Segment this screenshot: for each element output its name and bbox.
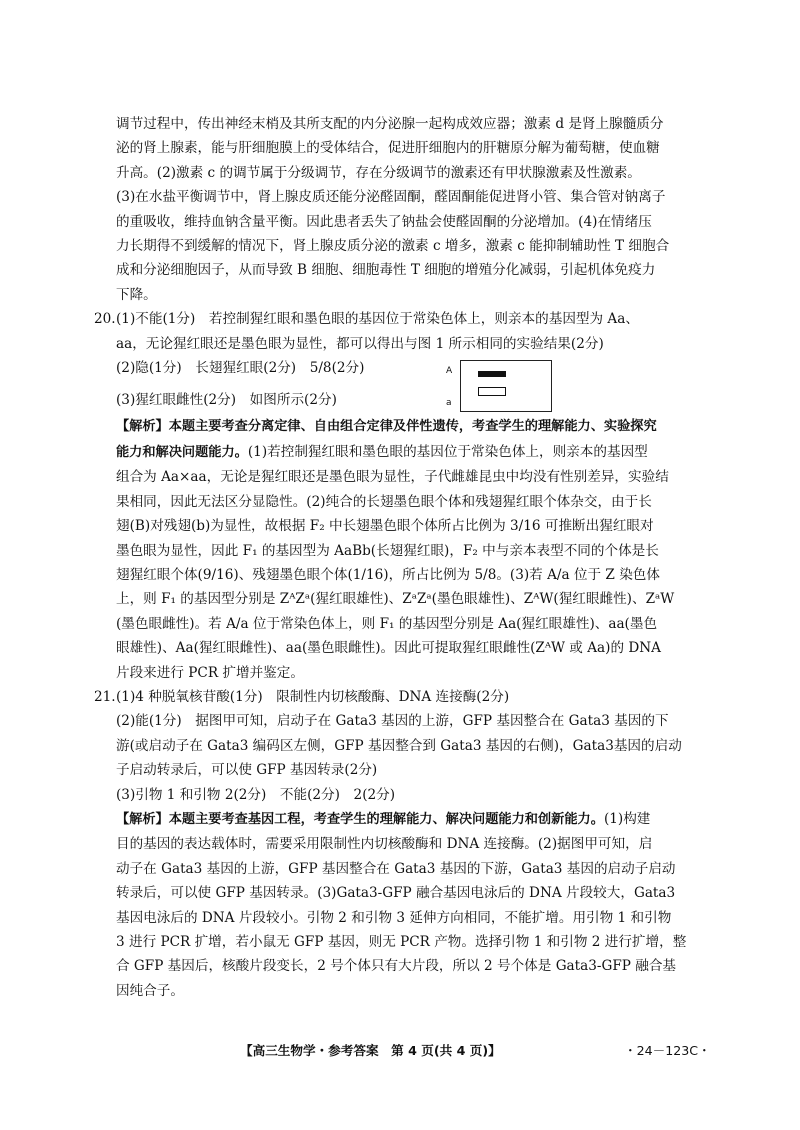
q21-answer-2-line-1: (2)能(1分) 据图甲可知，启动子在 Gata3 基因的上游，GFP 基因整合在 Gata3 基因的下 bbox=[116, 713, 669, 730]
text-line: 泌的肾上腺素，能与肝细胞膜上的受体结合，促进肝细胞内的肝糖原分解为葡萄糖，使血糖 bbox=[116, 140, 660, 157]
analysis-summary: 本题主要考查基因工程，考查学生的理解能力、解决问题能力和创新能力。 bbox=[168, 811, 604, 827]
text-line: 力长期得不到缓解的情况下，肾上腺皮质分泌的激素 c 增多，激素 c 能抑制辅助性 T 细胞合 bbox=[116, 238, 670, 255]
text-line: 调节过程中，传出神经末梢及其所支配的内分泌腺一起构成效应器；激素 d 是肾上腺髓质分 bbox=[116, 116, 664, 132]
page-footer bbox=[0, 1040, 800, 1062]
analysis-line: 眼雄性)、Aa(猩红眼雌性)、aa(墨色眼雌性)。因此可提取猩红眼雌性(ZᴬW 或 Aa)的 DNA bbox=[116, 640, 661, 657]
analysis-line: (1)若控制猩红眼和墨色眼的基因位于常染色体上，则亲本的基因型 bbox=[247, 443, 648, 460]
band-a bbox=[478, 387, 506, 396]
analysis-tag: 【解析】 bbox=[116, 811, 169, 827]
q19-analysis-tail bbox=[94, 112, 708, 307]
electrophoresis-figure bbox=[446, 360, 556, 418]
analysis-line: 果相同，因此无法区分显隐性。(2)纯合的长翅墨色眼个体和残翅猩红眼个体杂交，由于长 bbox=[116, 493, 652, 510]
q20-answer bbox=[94, 307, 708, 685]
analysis-line: 目的基因的表达载体时，需要采用限制性内切核酸酶和 DNA 连接酶。(2)据图甲可知，启 bbox=[116, 836, 653, 853]
answer-content bbox=[94, 112, 708, 1003]
analysis-summary-cont: 能力和解决问题能力。 bbox=[116, 444, 248, 460]
analysis-line: 合 GFP 基因后，核酸片段变长，2 号个体只有大片段，所以 2 号个体是 Gata3-GFP 融合基 bbox=[116, 958, 677, 975]
q21-answer-2-line-3: 子启动转录后，可以使 GFP 基因转录(2分) bbox=[116, 762, 378, 779]
text-line: (3)在水盐平衡调节中，肾上腺皮质还能分泌醛固酮，醛固酮能促进肾小管、集合管对钠离子 bbox=[116, 189, 666, 206]
q20-answer-2: (2)隐(1分) 长翅猩红眼(2分) 5/8(2分) bbox=[116, 360, 365, 377]
analysis-line: (墨色眼雌性)。若 A/a 位于常染色体上，则 F₁ 的基因型分别是 Aa(猩红眼雄性)、aa(墨色 bbox=[116, 615, 658, 632]
analysis-line: 基因电泳后的 DNA 片段较小。引物 2 和引物 3 延伸方向相同，不能扩增。用引物 1 和引物 bbox=[116, 909, 672, 926]
text-line: 下降。 bbox=[116, 286, 157, 303]
q20-answer-1-line-1: (1)不能(1分) 若控制猩红眼和墨色眼的基因位于常染色体上，则亲本的基因型为 Aa、 bbox=[116, 311, 639, 328]
q21-answer-2-line-2: 游(或启动子在 Gata3 编码区左侧，GFP 基因整合到 Gata3 基因的右侧)，Gata3基因的启动 bbox=[116, 737, 682, 754]
q21-answer bbox=[94, 685, 708, 1003]
q20-answer-3: (3)猩红眼雌性(2分) 如图所示(2分) bbox=[116, 392, 337, 409]
analysis-line: 转录后，可以使 GFP 基因转录。(3)Gata3-GFP 融合基因电泳后的 DNA 片段较大，Gata3 bbox=[116, 885, 676, 902]
analysis-line: 3 进行 PCR 扩增，若小鼠无 GFP 基因，则无 PCR 产物。选择引物 1 和引物 2 进行扩增，整 bbox=[116, 934, 687, 950]
footer-code: ・24－123C・ bbox=[624, 1043, 711, 1058]
text-line: 的重吸收，维持血钠含量平衡。因此患者丢失了钠盐会使醛固酮的分泌增加。(4)在情绪压 bbox=[116, 213, 652, 230]
text-line: 升高。(2)激素 c 的调节属于分级调节，存在分级调节的激素还有甲状腺激素及性激素。 bbox=[116, 164, 641, 181]
analysis-tag: 【解析】 bbox=[116, 419, 169, 435]
band-label-A: A bbox=[446, 366, 453, 377]
analysis-line: (1)构建 bbox=[603, 810, 651, 827]
analysis-line: 片段来进行 PCR 扩增并鉴定。 bbox=[116, 664, 304, 681]
question-number: 20. bbox=[94, 311, 116, 328]
analysis-line: 动子在 Gata3 基因的上游，GFP 基因整合在 Gata3 基因的下游，Gata3 基因的启动子启动 bbox=[116, 860, 676, 877]
footer-title: 【高三生物学・参考答案 第 4 页(共 4 页)】 bbox=[240, 1043, 501, 1058]
analysis-summary: 本题主要考查分离定律、自由组合定律及伴性遗传，考查学生的理解能力、实验探究 bbox=[168, 419, 657, 435]
analysis-line: 翅(B)对残翅(b)为显性，故根据 F₂ 中长翅墨色眼个体所占比例为 3/16 可推断出猩红眼对 bbox=[116, 518, 654, 535]
analysis-line: 组合为 Aa×aa，无论是猩红眼还是墨色眼为显性，子代雌雄昆虫中均没有性别差异，实验结 bbox=[116, 469, 669, 486]
q20-answer-1-line-2: aa，无论猩红眼还是墨色眼为显性，都可以得出与图 1 所示相同的实验结果(2分) bbox=[116, 335, 604, 352]
text-line: 成和分泌细胞因子，从而导致 B 细胞、细胞毒性 T 细胞的增殖分化减弱，引起机体免疫力 bbox=[116, 262, 656, 279]
q21-answer-1: (1)4 种脱氧核苷酸(1分) 限制性内切核酸酶、DNA 连接酶(2分) bbox=[116, 688, 510, 705]
band-A bbox=[478, 371, 506, 377]
analysis-line: 墨色眼为显性，因此 F₁ 的基因型为 AaBb(长翅猩红眼)，F₂ 中与亲本表型不同的个体是长 bbox=[116, 542, 659, 559]
analysis-line: 上，则 F₁ 的基因型分别是 ZᴬZᵃ(猩红眼雄性)、ZᵃZᵃ(墨色眼雄性)、ZᴬW(猩红眼雌性)、ZᵃW bbox=[116, 591, 675, 608]
gel-frame bbox=[460, 360, 552, 412]
analysis-line: 翅猩红眼个体(9/16)、残翅墨色眼个体(1/16)，所占比例为 5/8。(3)若 A/a 位于 Z 染色体 bbox=[116, 566, 660, 583]
question-number: 21. bbox=[94, 688, 116, 705]
band-label-a: a bbox=[446, 398, 452, 409]
q21-answer-3: (3)引物 1 和引物 2(2分) 不能(2分) 2(2分) bbox=[116, 786, 396, 803]
analysis-line: 因纯合子。 bbox=[116, 982, 184, 999]
